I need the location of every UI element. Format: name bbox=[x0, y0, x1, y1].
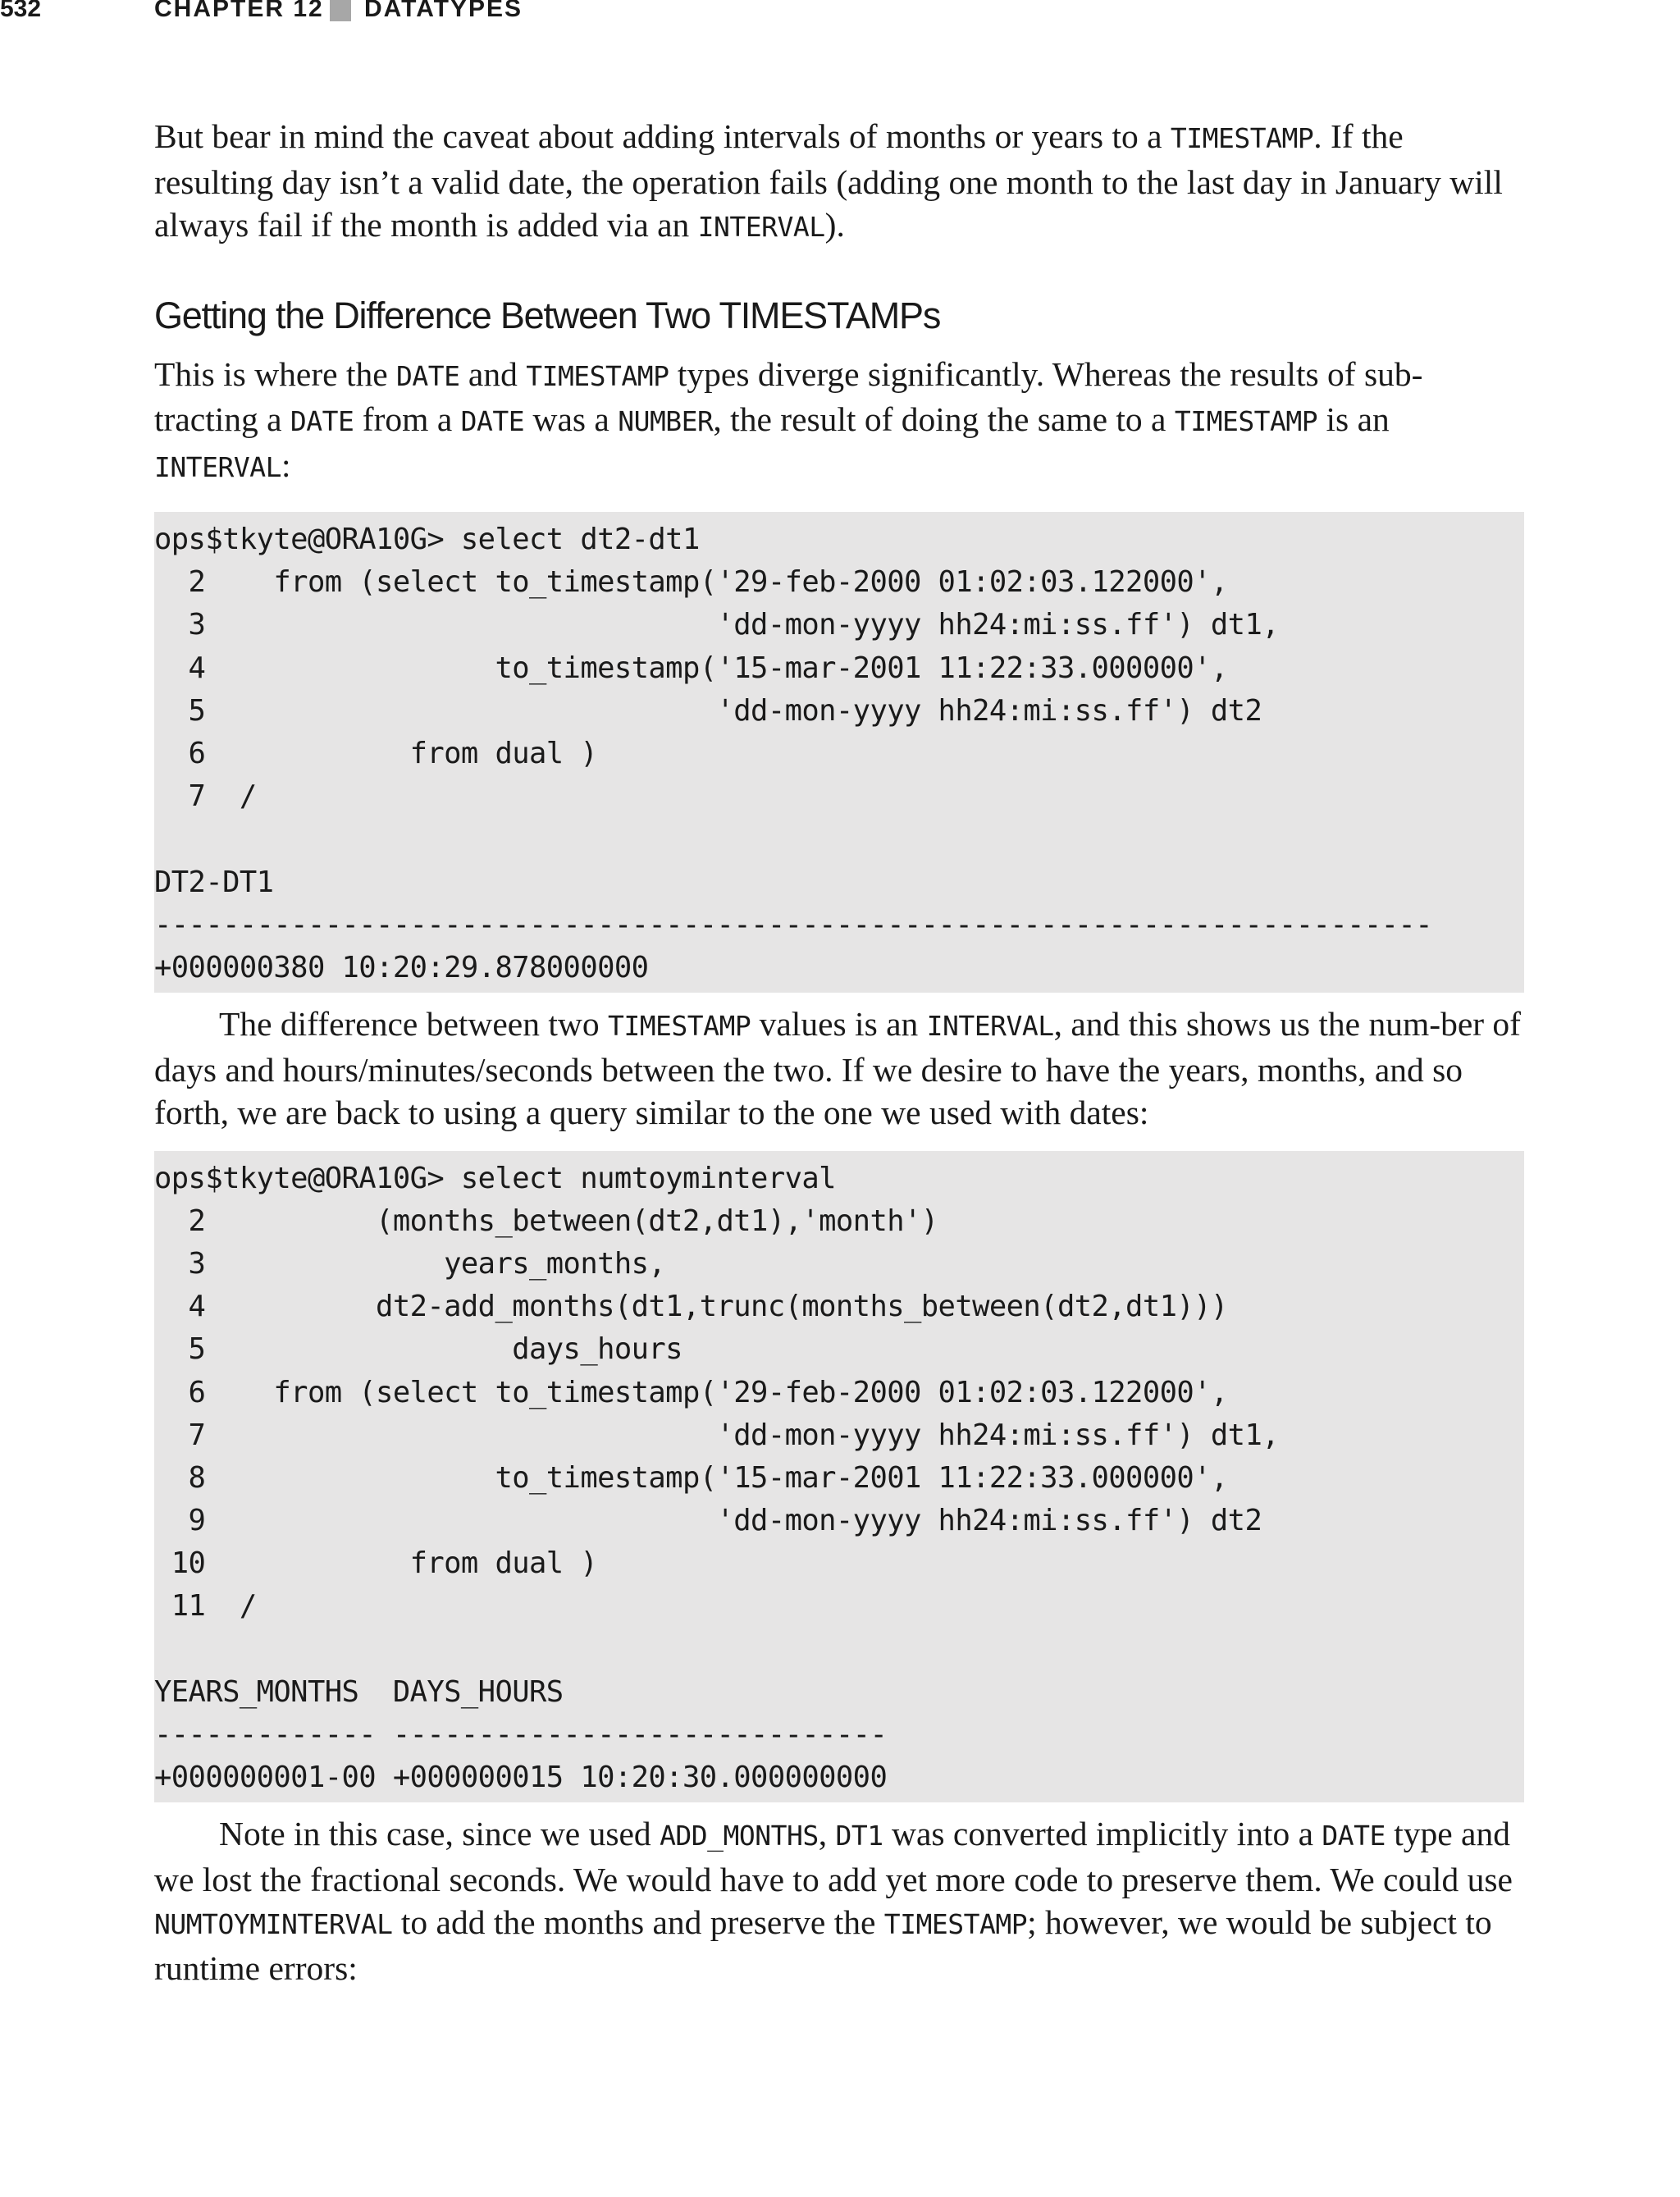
intro-paragraph bbox=[154, 115, 1524, 249]
code-line: 4 to_timestamp('15-mar-2001 11:22:33.000000', bbox=[154, 651, 1228, 685]
inline-code: ADD_MONTHS bbox=[660, 1820, 819, 1852]
code-line: 2 (months_between(dt2,dt1),'month') bbox=[154, 1204, 938, 1238]
text-run: This is where the bbox=[154, 354, 397, 393]
code-line: 3 years_months, bbox=[154, 1246, 666, 1281]
running-header bbox=[0, 0, 1680, 28]
code-line: 2 from (select to_timestamp('29-feb-2000 01:02:03.122000', bbox=[154, 565, 1228, 600]
spacer bbox=[154, 489, 1524, 512]
code-line: DT2-DT1 bbox=[154, 865, 274, 899]
code-line: YEARS_MONTHS DAYS_HOURS bbox=[154, 1674, 564, 1709]
spacer bbox=[154, 1802, 1524, 1812]
code-line: 4 dt2-add_months(dt1,trunc(months_between(dt2,dt1))) bbox=[154, 1290, 1228, 1324]
code-line: +000000380 10:20:29.878000000 bbox=[154, 950, 649, 984]
paragraph-add-months-note bbox=[154, 1812, 1524, 1989]
inline-code: NUMTOYMINTERVAL bbox=[154, 1908, 393, 1941]
code-line: ------------- ----------------------------- bbox=[154, 1718, 888, 1752]
code-line: 5 'dd-mon-yyyy hh24:mi:ss.ff') dt2 bbox=[154, 693, 1262, 728]
code-line bbox=[154, 818, 1524, 861]
inline-code: TIMESTAMP bbox=[607, 1010, 751, 1043]
inline-code: INTERVAL bbox=[697, 211, 825, 243]
code-line: 9 'dd-mon-yyyy hh24:mi:ss.ff') dt2 bbox=[154, 1504, 1262, 1538]
text-run: The difference between two bbox=[219, 1005, 608, 1044]
inline-code: DATE bbox=[1322, 1820, 1386, 1852]
text-run: values is an bbox=[751, 1005, 927, 1044]
section-heading: Getting the Difference Between Two TIMESTAMPs bbox=[154, 294, 941, 336]
code-line: 6 from dual ) bbox=[154, 736, 598, 770]
page-content bbox=[154, 115, 1524, 1989]
code-line: 7 'dd-mon-yyyy hh24:mi:ss.ff') dt1, bbox=[154, 1418, 1280, 1452]
code-line bbox=[154, 1628, 1524, 1671]
code-line: 10 from dual ) bbox=[154, 1546, 598, 1581]
text-run: ; however, we would be subject to runtime errors: bbox=[154, 1903, 1492, 1987]
code-line: ops$tkyte@ORA10G> select numtoyminterval bbox=[154, 1161, 836, 1195]
text-run: . If the resulting day isn’t a valid date, the operation fails (adding one month to the last day in January will always fail if the month is added via an bbox=[154, 117, 1503, 244]
code-line: 5 days_hours bbox=[154, 1332, 682, 1367]
code-line: ops$tkyte@ORA10G> select dt2-dt1 bbox=[154, 523, 700, 556]
inline-code: INTERVAL bbox=[926, 1010, 1054, 1043]
inline-code: NUMBER bbox=[618, 405, 714, 437]
inline-code: DATE bbox=[460, 405, 525, 437]
text-run: type and we lost the fractional seconds. We would have to add yet more code to preserve them. We could use bbox=[154, 1815, 1513, 1898]
chapter-title: DATATYPES bbox=[364, 0, 523, 22]
header-separator-square bbox=[330, 0, 351, 21]
text-run: was converted implicitly into a bbox=[883, 1815, 1322, 1853]
code-line: 11 / bbox=[154, 1589, 257, 1624]
code-block-2 bbox=[154, 1151, 1524, 1803]
text-run: But bear in mind the caveat about adding intervals of months or years to a bbox=[154, 117, 1171, 155]
inline-code: DATE bbox=[290, 405, 354, 437]
inline-code: TIMESTAMP bbox=[883, 1908, 1028, 1941]
text-run: types diverge significantly. Whereas the results of sub-tracting a bbox=[154, 354, 1423, 438]
code-line: +000000001-00 +000000015 10:20:30.000000000 bbox=[154, 1761, 888, 1795]
inline-code: TIMESTAMP bbox=[1174, 405, 1318, 437]
text-run: , the result of doing the same to a bbox=[713, 400, 1175, 438]
code-block-1 bbox=[154, 512, 1524, 993]
text-run: to add the months and preserve the bbox=[392, 1903, 884, 1942]
paragraph-interval-explanation bbox=[154, 1003, 1524, 1135]
chapter-label: CHAPTER 12 bbox=[154, 0, 324, 22]
text-run: : bbox=[281, 445, 291, 484]
text-run: and bbox=[459, 354, 527, 393]
inline-code: INTERVAL bbox=[154, 450, 281, 483]
code-line: --------------------------------------------------------------------------- bbox=[154, 907, 1432, 942]
text-run: was a bbox=[524, 400, 619, 438]
code-line: 3 'dd-mon-yyyy hh24:mi:ss.ff') dt1, bbox=[154, 608, 1280, 642]
text-run: , and this shows us the num-ber of days and hours/minutes/seconds between the two. If we desire to have the years, months, and so forth, we are back to using a query similar to the one we used with dates: bbox=[154, 1005, 1522, 1132]
text-run: ). bbox=[824, 206, 845, 244]
spacer bbox=[154, 993, 1524, 1003]
inline-code: DT1 bbox=[835, 1820, 883, 1852]
code-line: 6 from (select to_timestamp('29-feb-2000 01:02:03.122000', bbox=[154, 1375, 1228, 1409]
inline-code: DATE bbox=[396, 359, 460, 392]
inline-code: TIMESTAMP bbox=[1170, 122, 1314, 154]
spacer bbox=[154, 1135, 1524, 1151]
text-run: , bbox=[818, 1815, 836, 1853]
code-line: 8 to_timestamp('15-mar-2001 11:22:33.000000', bbox=[154, 1460, 1228, 1495]
inline-code: TIMESTAMP bbox=[526, 359, 669, 392]
code-line: 7 / bbox=[154, 779, 257, 814]
text-run: is an bbox=[1317, 400, 1390, 438]
paragraph-timestamp-diff bbox=[154, 353, 1524, 490]
page-number: 532 bbox=[0, 0, 42, 22]
text-run: Note in this case, since we used bbox=[219, 1815, 660, 1853]
text-run: from a bbox=[354, 400, 461, 438]
